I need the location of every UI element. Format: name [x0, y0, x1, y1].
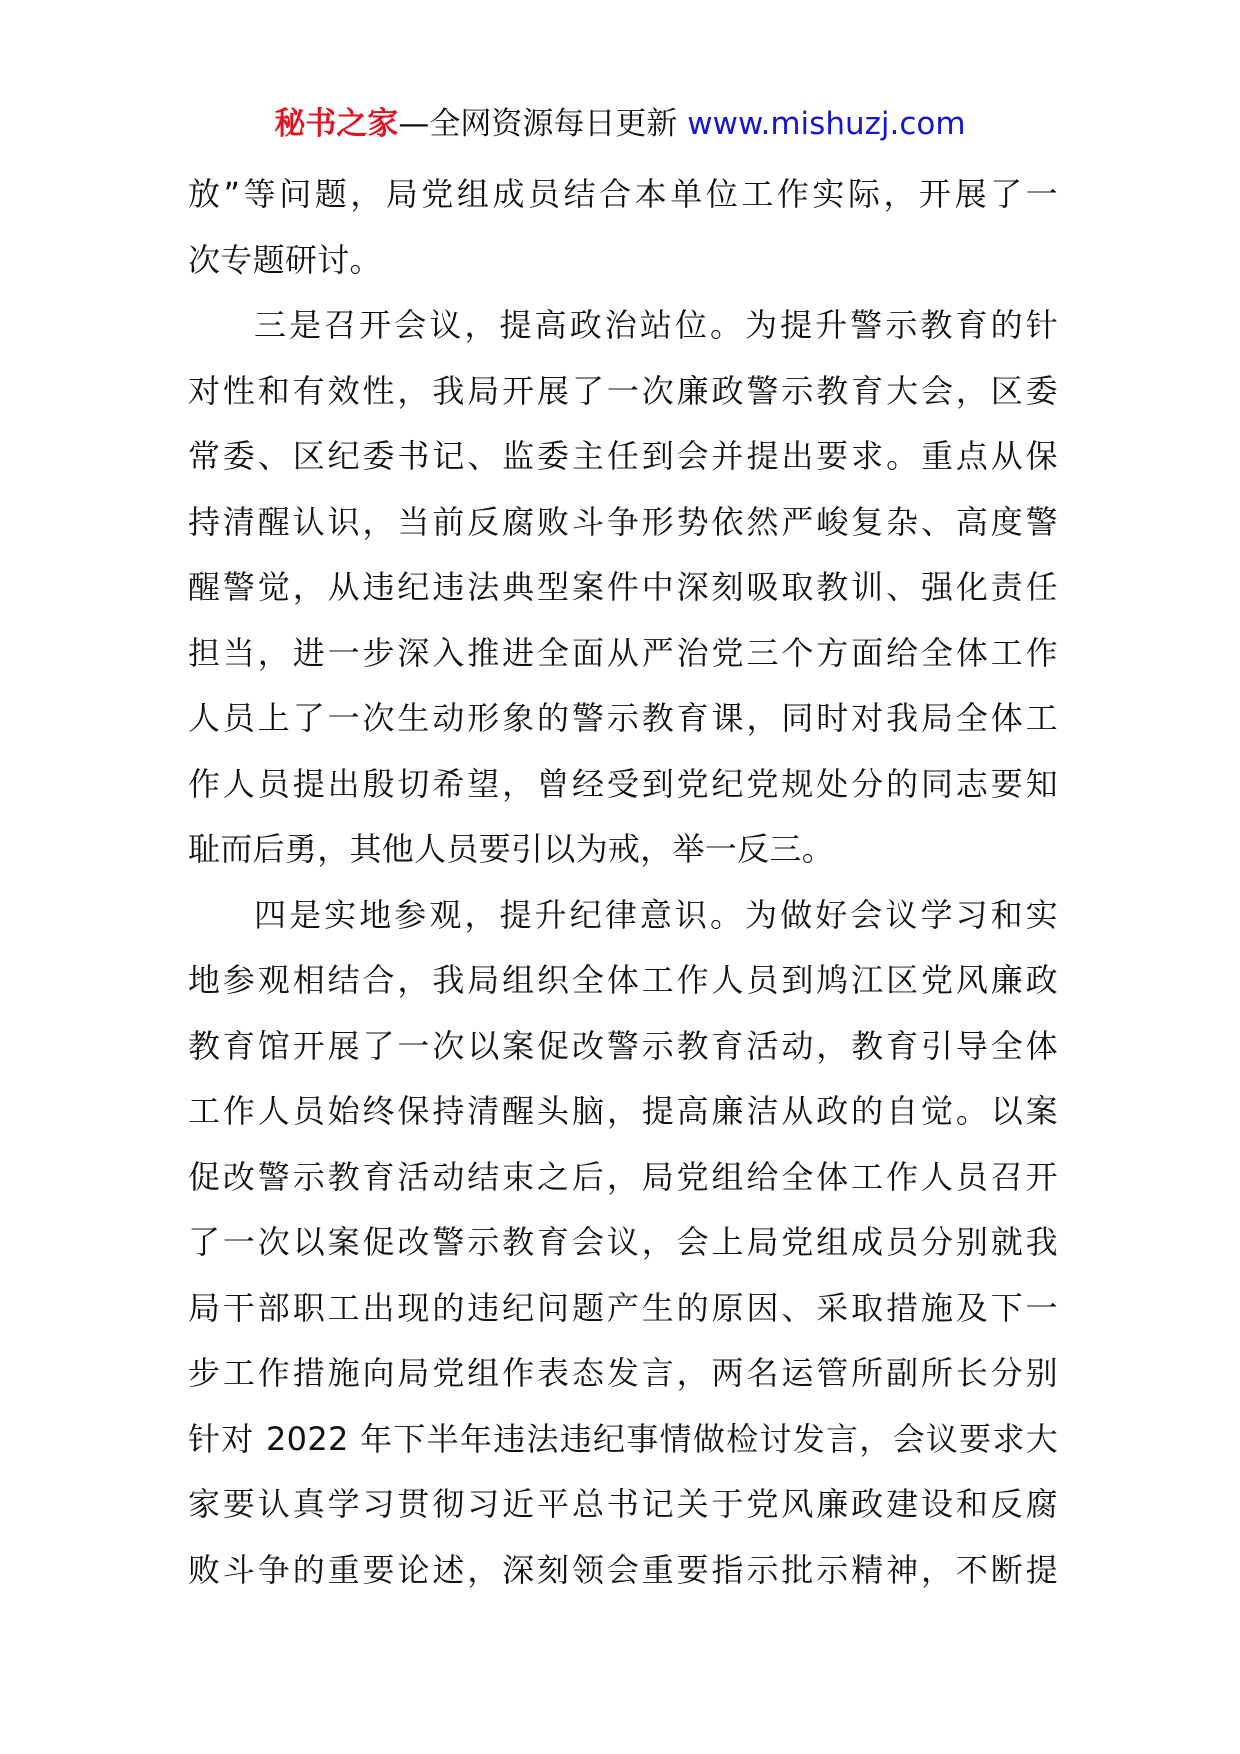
text-line: 局干部职工出现的违纪问题产生的原因、采取措施及下一	[188, 1288, 1058, 1327]
text-line: 醒警觉，从违纪违法典型案件中深刻吸取教训、强化责任	[188, 568, 1058, 606]
text-line: 耻而后勇，其他人员要引以为戒，举一反三。	[188, 830, 835, 868]
header-tagline: —全网资源每日更新	[398, 106, 688, 142]
text-line: 教育馆开展了一次以案促改警示教育活动，教育引导全体	[188, 1026, 1058, 1065]
header-brand: 秘书之家	[274, 106, 399, 142]
text-line: 常委、区纪委书记、监委主任到会并提出要求。重点从保	[188, 437, 1058, 475]
text-line: 担当，进一步深入推进全面从严治党三个方面给全体工作	[188, 633, 1058, 672]
text-line: 促改警示教育活动结束之后，局党组给全体工作人员召开	[188, 1157, 1058, 1196]
text-line: 作人员提出殷切希望，曾经受到党纪党规处分的同志要知	[188, 764, 1058, 803]
text-line: 地参观相结合，我局组织全体工作人员到鸠江区党风廉政	[188, 961, 1058, 999]
page-header	[0, 102, 1240, 146]
paragraph-start-line: 四是实地参观，提升纪律意识。为做好会议学习和实	[254, 895, 1058, 934]
text-line: 败斗争的重要论述，深刻领会重要指示批示精神，不断提	[188, 1550, 1058, 1589]
text-line: 针对 2022 年下半年违法违纪事情做检讨发言，会议要求大	[188, 1419, 1058, 1458]
text-line: 次专题研讨。	[188, 240, 382, 279]
text-line: 家要认真学习贯彻习近平总书记关于党风廉政建设和反腐	[188, 1485, 1058, 1523]
paragraph-start-line: 三是召开会议，提高政治站位。为提升警示教育的针	[254, 306, 1058, 344]
text-line: 了一次以案促改警示教育会议，会上局党组成员分别就我	[188, 1223, 1058, 1261]
text-line: 步工作措施向局党组作表态发言，两名运管所副所长分别	[188, 1354, 1058, 1392]
text-line: 人员上了一次生动形象的警示教育课，同时对我局全体工	[188, 699, 1058, 737]
document-body	[188, 162, 1058, 1603]
header-url-link[interactable]: www.mishuzj.com	[687, 106, 966, 142]
text-line: 对性和有效性，我局开展了一次廉政警示教育大会，区委	[188, 371, 1058, 410]
text-line: 放”等问题，局党组成员结合本单位工作实际，开展了一	[188, 175, 1058, 213]
text-line: 持清醒认识，当前反腐败斗争形势依然严峻复杂、高度警	[188, 502, 1058, 541]
text-line: 工作人员始终保持清醒头脑，提高廉洁从政的自觉。以案	[188, 1092, 1058, 1130]
